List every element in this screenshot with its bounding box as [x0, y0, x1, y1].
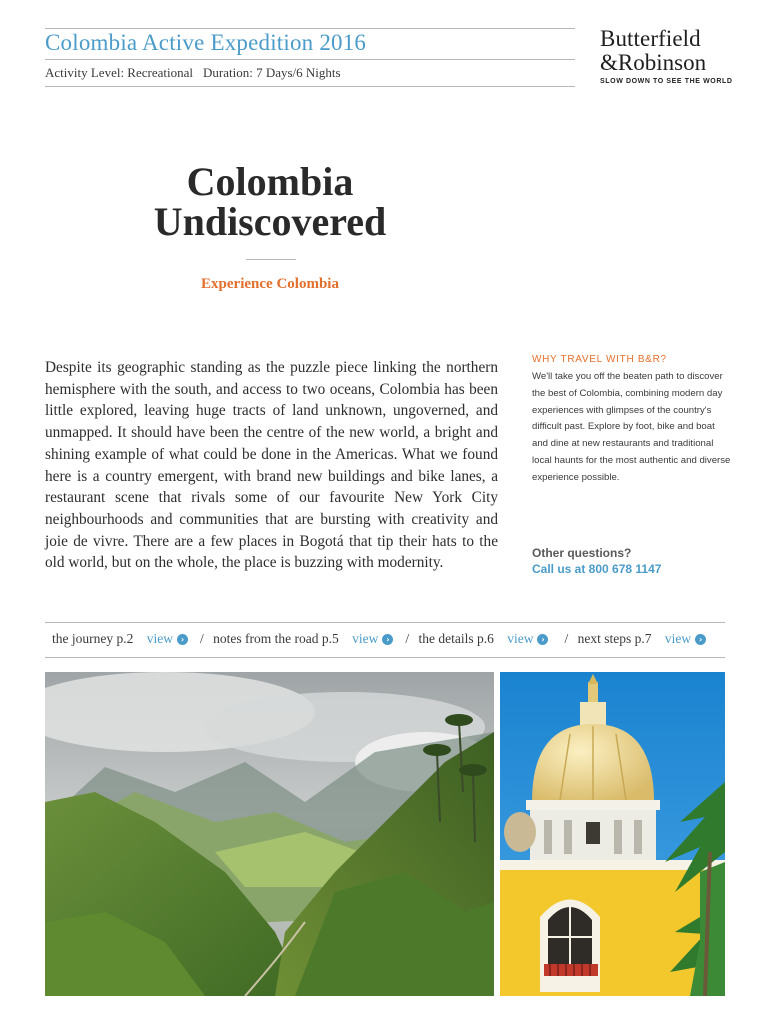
view-link-next-steps[interactable]: view [664, 631, 692, 646]
header-top-rule [45, 28, 575, 29]
chevron-right-icon[interactable]: › [695, 634, 706, 645]
headline-divider [246, 259, 296, 260]
nav-bottom-rule [45, 657, 725, 658]
nav-label: notes from the road [213, 631, 319, 646]
duration: Duration: 7 Days/6 Nights [203, 65, 341, 80]
nav-page: p.6 [476, 631, 494, 646]
church-photo [500, 672, 725, 996]
nav-item-details [418, 631, 548, 647]
intro-paragraph: Despite its geographic standing as the puzzle piece linking the northern hemisphere with the south, and access to two oceans, Colombia has been little explored, leaving huge tracts of land unknown, ungoverned, and unmapped. It should have been the centre of the new world, a bright and shining example of what could be done in the Americas. What we found here is a country emergent, with brand new buildings and bike lanes, a restaurant scene that rivals some of our favourite New York City neighbourhoods and communities that are bursting with creativity and joie de vivre. There are a few places in Bogotá that tip their hats to the old world, but on the whole, the place is buzzing with modernity. [45, 359, 498, 572]
headline [45, 159, 495, 244]
call-us-link[interactable]: Call us at 800 678 1147 [532, 562, 662, 576]
nav-label: the details [418, 631, 474, 646]
subheading: Experience Colombia [201, 276, 339, 292]
nav-label: the journey [52, 631, 114, 646]
nav-page: p.5 [321, 631, 339, 646]
nav-separator: / [199, 631, 204, 646]
section-nav [52, 631, 732, 647]
header-mid-rule [45, 59, 575, 60]
nav-page: p.7 [634, 631, 652, 646]
chevron-right-icon[interactable]: › [537, 634, 548, 645]
nav-label: next steps [577, 631, 632, 646]
nav-top-rule [45, 622, 725, 623]
view-link-details[interactable]: view [507, 631, 534, 646]
nav-item-notes [213, 631, 393, 647]
chevron-right-icon[interactable]: › [177, 634, 188, 645]
view-link-notes[interactable]: view [352, 631, 379, 646]
headline-line-2: Undiscovered [153, 199, 387, 244]
other-questions-label: Other questions? [532, 546, 632, 560]
nav-page: p.2 [116, 631, 134, 646]
nav-item-journey [52, 631, 188, 647]
brand-logo [600, 26, 733, 85]
logo-line-2: &Robinson [600, 50, 707, 75]
logo-line-1: Butterfield [600, 26, 701, 51]
nav-separator: / [405, 631, 410, 646]
view-link-journey[interactable]: view [146, 631, 173, 646]
chevron-right-icon[interactable]: › [382, 634, 393, 645]
trip-meta [45, 65, 351, 81]
sidebar-title: WHY TRAVEL WITH B&R? [532, 354, 667, 365]
logo-tagline: SLOW DOWN TO SEE THE WORLD [600, 78, 733, 85]
nav-item-next-steps [578, 631, 707, 647]
activity-level: Activity Level: Recreational [45, 65, 193, 80]
header-bottom-rule [45, 86, 575, 87]
headline-line-1: Colombia [186, 159, 354, 204]
sidebar-text: We'll take you off the beaten path to discover the best of Colombia, combining modern day experiences with glimpses of the country's difficult past. Explore by foot, bike and boat and dine at new restaurants and traditional local haunts for the most authentic and diverse experience possible. [532, 371, 731, 483]
nav-separator: / [564, 631, 569, 646]
document-title: Colombia Active Expedition 2016 [45, 30, 367, 55]
valley-photo [45, 672, 494, 996]
